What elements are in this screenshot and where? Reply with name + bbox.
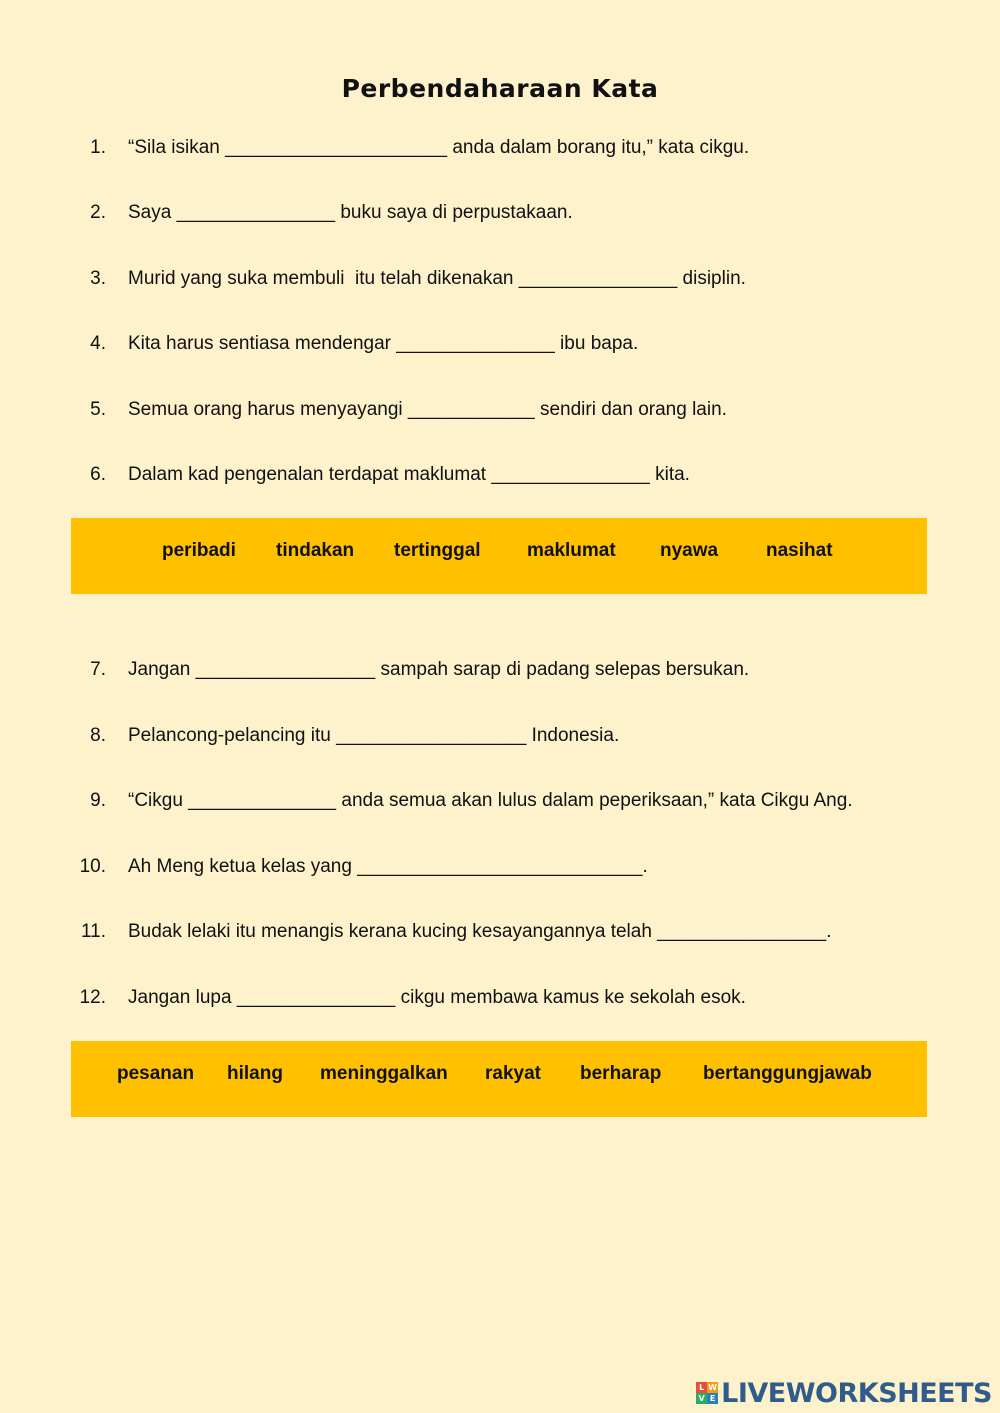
question-8 xyxy=(0,721,1000,751)
question-number: 3. xyxy=(90,268,106,289)
question-text[interactable]: Saya _______________ buku saya di perpustakaan. xyxy=(128,202,573,223)
word-bank-item: pesanan xyxy=(117,1063,195,1084)
word-bank-item: tindakan xyxy=(276,540,355,561)
question-number: 2. xyxy=(90,202,106,223)
word-bank-item: tertinggal xyxy=(394,540,481,561)
word-bank-item: peribadi xyxy=(162,540,236,561)
question-11 xyxy=(0,917,1000,947)
question-4 xyxy=(0,329,1000,359)
question-text[interactable]: Semua orang harus menyayangi ____________ sendiri dan orang lain. xyxy=(128,399,727,420)
question-text[interactable]: Murid yang suka membuli itu telah dikenakan _______________ disiplin. xyxy=(128,268,746,289)
question-text[interactable]: Ah Meng ketua kelas yang ___________________________. xyxy=(128,856,648,877)
question-text[interactable]: Kita harus sentiasa mendengar _______________ ibu bapa. xyxy=(128,333,639,354)
question-number: 7. xyxy=(90,659,106,680)
question-number: 8. xyxy=(90,725,106,746)
word-bank-item: rakyat xyxy=(485,1063,541,1084)
question-number: 12. xyxy=(79,987,106,1008)
word-bank-item: hilang xyxy=(227,1063,283,1084)
question-text[interactable]: Budak lelaki itu menangis kerana kucing kesayangannya telah ________________. xyxy=(128,921,832,942)
word-bank-2 xyxy=(71,1041,927,1117)
question-text[interactable]: Jangan _________________ sampah sarap di padang selepas bersukan. xyxy=(128,659,750,680)
word-bank-item: meninggalkan xyxy=(320,1063,448,1084)
question-text[interactable]: Pelancong-pelancing itu __________________ Indonesia. xyxy=(128,725,620,746)
question-3 xyxy=(0,264,1000,294)
question-text[interactable]: “Cikgu ______________ anda semua akan lulus dalam peperiksaan,” kata Cikgu Ang. xyxy=(128,790,853,811)
question-1 xyxy=(0,133,1000,163)
word-bank-item: nyawa xyxy=(660,540,719,561)
question-number: 9. xyxy=(90,790,106,811)
liveworksheets-logo-icon: L W V E xyxy=(696,1382,718,1404)
question-text[interactable]: “Sila isikan _____________________ anda dalam borang itu,” kata cikgu. xyxy=(128,137,750,158)
question-9 xyxy=(0,786,1000,816)
liveworksheets-brand xyxy=(696,1375,992,1411)
word-bank-item: nasihat xyxy=(766,540,833,561)
question-number: 1. xyxy=(90,137,106,158)
question-text[interactable]: Jangan lupa _______________ cikgu membawa kamus ke sekolah esok. xyxy=(128,987,746,1008)
question-text[interactable]: Dalam kad pengenalan terdapat maklumat _______________ kita. xyxy=(128,464,690,485)
page-title: Perbendaharaan Kata xyxy=(341,74,659,103)
word-bank-item: bertanggungjawab xyxy=(703,1063,872,1084)
question-5 xyxy=(0,395,1000,425)
question-2 xyxy=(0,198,1000,228)
question-number: 5. xyxy=(90,399,106,420)
question-7 xyxy=(0,655,1000,685)
question-number: 10. xyxy=(79,856,106,877)
brand-name: LIVEWORKSHEETS xyxy=(721,1377,992,1409)
question-10 xyxy=(0,852,1000,882)
word-bank-1 xyxy=(71,518,927,594)
question-number: 4. xyxy=(90,333,106,354)
word-bank-item: maklumat xyxy=(527,540,616,561)
word-bank-item: berharap xyxy=(580,1063,662,1084)
question-number: 11. xyxy=(80,921,106,942)
question-number: 6. xyxy=(90,464,106,485)
question-12 xyxy=(0,983,1000,1013)
question-6 xyxy=(0,460,1000,490)
